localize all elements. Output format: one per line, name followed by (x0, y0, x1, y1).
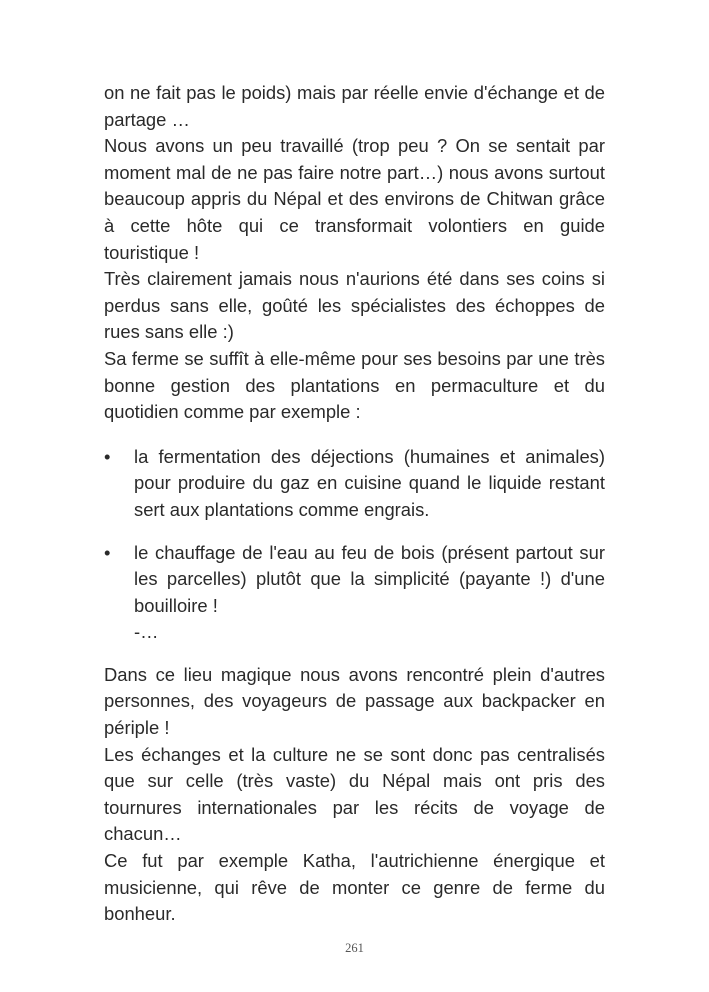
list-item (104, 540, 605, 646)
list-item-text: la fermentation des déjections (humaines et animales) pour produire du gaz en cuisine quand le liquide restant sert aux plantations comme engrais. (134, 445, 605, 520)
page-number: 261 (345, 941, 364, 955)
list-item-trailer: -… (134, 621, 159, 643)
bullet-list (104, 444, 605, 646)
paragraph: Nous avons un peu travaillé (trop peu ? On se sentait par moment mal de ne pas faire notre part…) nous avons surtout beaucoup appris du Népal et des environs de Chitwan grâce à cette hôte qui ce transformait volontiers en guide touristique ! (104, 135, 605, 263)
list-item (104, 444, 605, 524)
paragraph: Ce fut par exemple Katha, l'autrichienne énergique et musicienne, qui rêve de monter ce genre de ferme du bonheur. (104, 850, 605, 925)
paragraph: on ne fait pas le poids) mais par réelle envie d'échange et de partage … (104, 82, 605, 130)
body-text (104, 80, 605, 928)
bullet-icon: • (104, 445, 111, 467)
paragraph: Dans ce lieu magique nous avons rencontré plein d'autres personnes, des voyageurs de passage aux backpacker en périple ! (104, 663, 605, 739)
paragraph: Sa ferme se suffît à elle-même pour ses besoins par une très bonne gestion des plantations en permaculture et du quotidien comme par exemple : (104, 347, 605, 423)
paragraph: Les échanges et la culture ne se sont donc pas centralisés que sur celle (très vaste) du Népal mais ont pris des tournures internationales par les récits de voyage de chacun… (104, 743, 605, 845)
list-item-text: le chauffage de l'eau au feu de bois (présent partout sur les parcelles) plutôt que la simplicité (payante !) d'une bouilloire ! (134, 541, 605, 616)
paragraph: Très clairement jamais nous n'aurions été dans ses coins si perdus sans elle, goûté les spécialistes des échoppes de rues sans elle :) (104, 268, 605, 343)
bullet-icon: • (104, 541, 111, 563)
